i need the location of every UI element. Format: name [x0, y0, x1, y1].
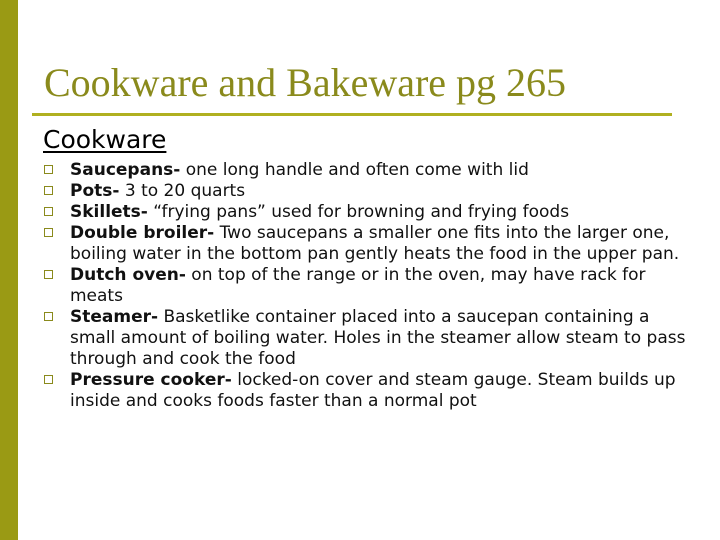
list-item [44, 160, 694, 181]
list-item [44, 223, 694, 265]
item-text: 3 to 20 quarts [119, 181, 246, 201]
title-underline-rule [32, 113, 672, 116]
slide-title: Cookware and Bakeware pg 265 [44, 60, 567, 105]
list-item [44, 265, 694, 307]
left-accent-bar [0, 0, 18, 540]
list-item [44, 202, 694, 223]
item-text: Two saucepans a smaller one fits into the larger one, boiling water in the bottom pan gently heats the food in the upper pan. [70, 223, 680, 264]
item-term: Saucepans- [70, 160, 181, 180]
section-heading: Cookware [43, 125, 167, 154]
square-bullet-icon [44, 207, 53, 216]
item-term: Dutch oven- [70, 265, 186, 285]
item-term: Skillets- [70, 202, 148, 222]
item-text: on top of the range or in the oven, may have rack for meats [70, 265, 646, 306]
item-text: Basketlike container placed into a saucepan containing a small amount of boiling water. Holes in the steamer allow steam to pass through and cook the food [70, 307, 686, 369]
item-text: “frying pans” used for browning and frying foods [147, 202, 570, 222]
list-item [44, 370, 694, 412]
square-bullet-icon [44, 186, 53, 195]
item-term: Steamer- [70, 307, 159, 327]
item-text: locked-on cover and steam gauge. Steam builds up inside and cooks foods faster than a normal pot [70, 370, 676, 411]
list-item [44, 181, 694, 202]
square-bullet-icon [44, 228, 53, 237]
item-term: Pressure cooker- [70, 370, 232, 390]
item-term: Double broiler- [70, 223, 215, 243]
list-item [44, 307, 694, 370]
item-text: one long handle and often come with lid [180, 160, 529, 180]
bullet-list [44, 160, 694, 412]
square-bullet-icon [44, 375, 53, 384]
square-bullet-icon [44, 312, 53, 321]
square-bullet-icon [44, 165, 53, 174]
square-bullet-icon [44, 270, 53, 279]
item-term: Pots- [70, 181, 120, 201]
